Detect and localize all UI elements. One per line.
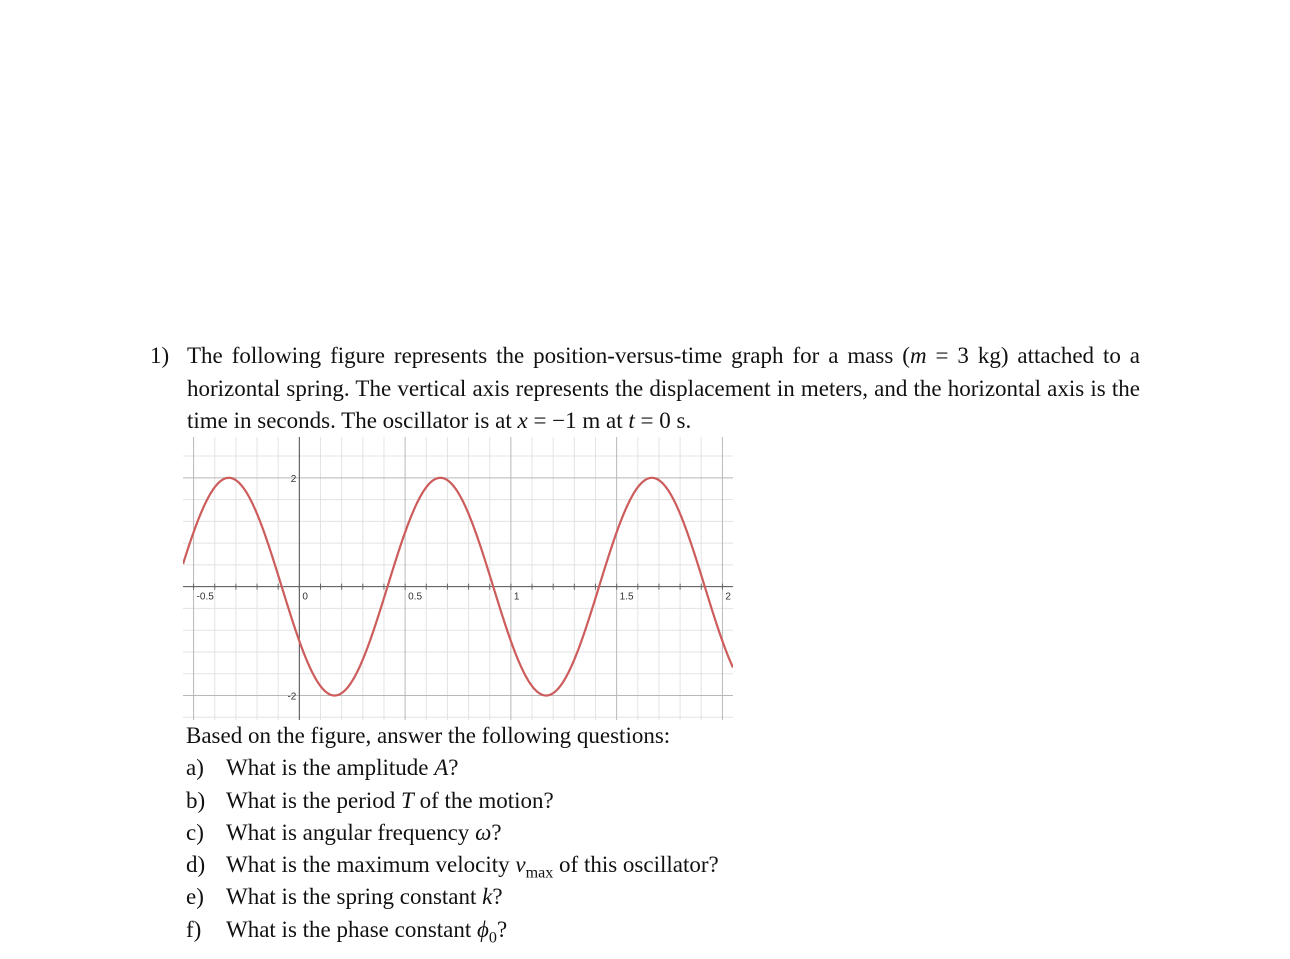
math-var-x: x [517, 408, 528, 433]
questions-section [186, 720, 719, 947]
statement-part: = 0 s. [634, 408, 692, 433]
axes [183, 437, 733, 720]
statement-part: = 3 kg) attached to a horizontal spring. The vertical axis represents the displacement in meters, and the horizontal axis is the time in seconds. The oscillator is at [187, 343, 1141, 433]
question-letter: f) [186, 916, 202, 942]
math-var-t: t [628, 408, 635, 433]
question-text [226, 849, 719, 881]
question-text [226, 817, 502, 849]
question-item [186, 785, 670, 817]
question-text [226, 752, 459, 784]
x-tick-label: -0.5 [196, 591, 214, 603]
statement-part: The following figure represents the position-versus-time graph for a mass ( [187, 343, 910, 368]
problem-number: 1) [150, 343, 170, 368]
question-letter: b) [186, 787, 206, 813]
question-tail: ? [496, 916, 508, 942]
question-letter: c) [186, 819, 204, 845]
question-variable: T [401, 787, 414, 813]
question-stem: What is the maximum velocity [226, 852, 516, 878]
question-tail: ? [491, 819, 502, 845]
minor-grid [183, 437, 733, 720]
tick-labels [197, 474, 732, 703]
x-tick-label: 1 [513, 591, 520, 603]
math-var-m: m [909, 343, 927, 368]
question-text [226, 881, 503, 913]
statement-part: = −1 m at [527, 408, 629, 433]
question-tail: ? [492, 884, 503, 910]
question-letter: a) [186, 755, 204, 781]
questions-intro: Based on the figure, answer the following questions: [186, 723, 671, 748]
question-variable-subscript: max [525, 864, 554, 882]
question-item [186, 881, 670, 913]
x-tick-label: 1.5 [619, 591, 634, 603]
x-tick-label: 2 [725, 591, 731, 603]
question-stem: What is the phase constant [226, 916, 478, 942]
question-variable: A [434, 755, 449, 781]
question-stem: What is the amplitude [226, 755, 435, 781]
question-text [226, 914, 507, 946]
position-time-graph [183, 437, 733, 720]
y-tick-label: -2 [287, 691, 297, 703]
problem-1 [150, 340, 1140, 438]
question-letter: e) [186, 884, 204, 910]
question-stem: What is angular frequency [226, 819, 476, 845]
question-variable: ϕ [477, 916, 489, 942]
question-stem: What is the period [226, 787, 402, 813]
question-stem: What is the spring constant [226, 884, 483, 910]
question-tail: of the motion? [413, 787, 554, 813]
question-variable: ω [475, 819, 492, 845]
problem-statement [187, 340, 1140, 438]
y-tick-label: 2 [290, 473, 297, 485]
question-item [186, 914, 670, 946]
question-variable: v [515, 852, 526, 878]
question-tail: ? [448, 755, 459, 781]
x-tick-label: 0 [302, 591, 308, 603]
question-item [186, 849, 719, 882]
major-grid [183, 437, 733, 720]
question-variable-subscript: 0 [488, 929, 497, 947]
question-item [186, 752, 670, 784]
question-item [186, 817, 670, 849]
question-list [186, 752, 719, 947]
question-variable: k [482, 884, 493, 910]
question-tail: of this oscillator? [553, 852, 719, 878]
question-text [226, 785, 554, 817]
question-letter: d) [186, 852, 206, 878]
x-tick-label: 0.5 [408, 591, 423, 603]
